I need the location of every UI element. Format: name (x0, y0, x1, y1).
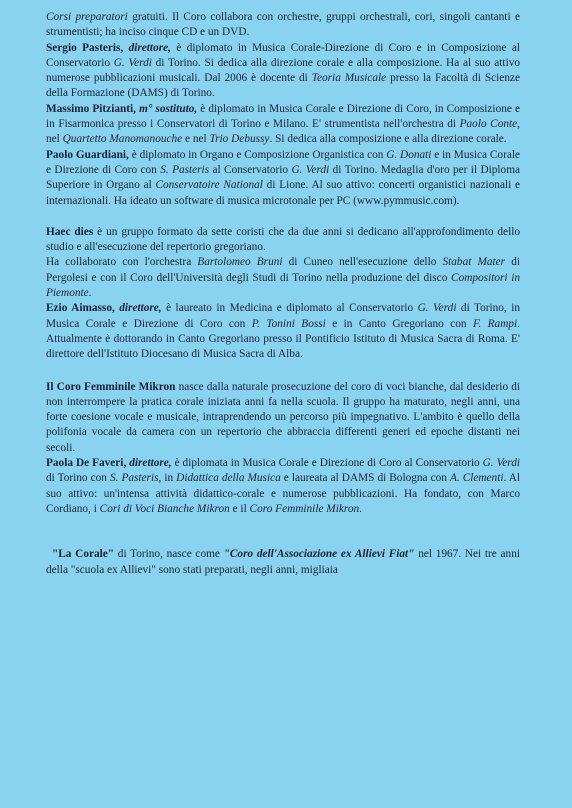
haec-italic-1: Bartolomeo Bruni (197, 256, 283, 269)
aimasso-text-1: è laureato in Medicina e diplomato al Conservatorio (161, 302, 418, 315)
haec-paragraph-2 (46, 255, 520, 301)
pitzianti-text-4: . Si dedica alla composizione e alla direzione corale. (269, 133, 507, 146)
pasteris-text-1: è diplomato in Musica Corale-Direzione di Coro e in Composizione al Conservatorio (46, 41, 520, 69)
aimasso-text-4: . Attualmente è dottorando in Canto Gregoriano presso il Pontificio Istituto di Musica Sacra di Roma. E' direttore dell'Istituto Diocesano di Musica Sacra di Alba. (46, 317, 520, 361)
haec-paragraph-1 (46, 225, 520, 256)
mikron-name: Il Coro Femminile Mikron (46, 380, 176, 393)
haec-text-1: è un gruppo formato da sette coristi che da due anni si dedicano all'approfondimento dello studio e all'esecuzione del repertorio gregoriano. (46, 225, 520, 254)
guardiani-paragraph (46, 148, 520, 209)
pitzianti-italic-1: Paolo Conte (459, 118, 518, 131)
defaveri-italic-2: S. Pasteris (109, 472, 159, 485)
aimasso-paragraph (46, 301, 520, 362)
pitzianti-text-2: , nel (46, 118, 520, 146)
defaveri-italic-5: Cori di Voci Bianche Mikron (99, 502, 230, 515)
aimasso-name: Ezio Aimasso, (46, 302, 115, 315)
defaveri-italic-4: A. Clementi (449, 472, 504, 485)
guardiani-text-4: di Torino. Medaglia d'oro per il Diploma Superiore in Organo al (46, 163, 521, 192)
pasteris-text-2: di Torino. Si dedica alla direzione corale e alla composizione. Ha al suo attivo numerose pubblicazioni musicali. Dal 2006 è docente di (46, 56, 521, 85)
defaveri-text-1: è diplomata in Musica Corale e Direzione di Coro al Conservatorio (171, 457, 483, 470)
guardiani-italic-2: S. Pasteris (160, 163, 210, 176)
defaveri-italic-6: Coro Femminile Mikron (249, 502, 360, 515)
defaveri-text-2: di Torino con (46, 472, 110, 485)
corsi-italic: Corsi preparatori (46, 11, 128, 23)
guardiani-italic-1: G. Donati (386, 148, 432, 161)
defaveri-italic-3: Didattica della Musica (176, 472, 281, 485)
aimasso-italic-1: G. Verdi (417, 302, 457, 315)
haec-italic-2: Stabat Mater (442, 256, 506, 269)
haec-text-2: Ha collaborato con l'orchestra (46, 256, 198, 269)
defaveri-text-7: . (359, 502, 362, 515)
pasteris-name: Sergio Pasteris, (46, 41, 124, 54)
guardiani-text-5: di Lione. Al suo attivo: concerti organistici nazionali e internazionali. Ha ideato un software di musica microtonale per PC (www.pymmusic.com). (46, 179, 520, 207)
aimasso-role: direttore, (114, 302, 162, 315)
section-spacer (46, 517, 520, 547)
aimasso-italic-3: F. Rampi (472, 317, 518, 330)
section-spacer (46, 209, 520, 225)
defaveri-name: Paola De Faveri, (46, 457, 127, 470)
pasteris-italic-2: Teoria Musicale (311, 72, 387, 85)
guardiani-name: Paolo Guardiani, (46, 148, 129, 161)
pitzianti-italic-3: Trio Debussy (209, 133, 270, 146)
defaveri-text-6: e il (229, 502, 250, 515)
defaveri-text-5: . Al suo attivo: un'intensa attività didattico-corale e numerose pubblicazioni. Ha fondato, con Marco Cordiano, i (46, 472, 521, 515)
corale-name: "La Corale" (52, 548, 115, 561)
aimasso-italic-2: P. Tonini Bossi (251, 317, 326, 330)
aimasso-text-3: e in Canto Gregoriano con (325, 317, 473, 330)
defaveri-text-3: , in (158, 472, 177, 485)
pitzianti-paragraph (46, 102, 520, 148)
pasteris-paragraph (46, 41, 520, 102)
intro-text: gratuiti. Il Coro collabora con orchestre, gruppi orchestrali, cori, singoli cantanti e strumentisti; ha inciso cinque CD e un DVD. (46, 11, 520, 39)
pasteris-text-3: presso la Facoltà di Scienze della Formazione (DAMS) di Torino. (46, 72, 520, 100)
guardiani-text-1: è diplomato in Organo e Composizione Organistica con (128, 148, 387, 161)
corale-text-1: di Torino, nasce come (114, 548, 224, 561)
haec-text-3: di Cuneo nell'esecuzione dello (282, 256, 443, 269)
section-spacer (46, 363, 520, 380)
haec-name: Haec dies (46, 225, 94, 238)
guardiani-italic-4: Conservatoire National (155, 179, 263, 192)
mikron-text-1: nasce dalla naturale prosecuzione del coro di voci bianche, dal desiderio di non interrompere la pratica corale iniziata anni fa nella scuola. Il gruppo ha maturato, negli anni, una forte coesione vocale e musicale, intraprendendo un percorso più impegnativo. L'ambito è quello della polifonia vocale da camera con un repertorio che abbraccia differenti generi ed epoche distanti nei secoli. (46, 380, 521, 454)
pitzianti-role: m° sostituto, (136, 102, 198, 115)
guardiani-text-2: e in Musica Corale e Direzione di Coro con (46, 148, 520, 176)
pitzianti-text-1: è diplomato in Musica Corale e Direzione di Coro, in Composizione e in Fisarmonica presso i Conservatori di Torino e Milano. E' strumentista nell'orchestra di (46, 102, 520, 131)
pitzianti-italic-2: Quartetto Manomanouche (62, 133, 183, 146)
aimasso-text-2: di Torino, in Musica Corale e Direzione di Coro con (46, 302, 520, 330)
pitzianti-name: Massimo Pitzianti, (46, 102, 136, 115)
guardiani-text-3: al Conservatorio (209, 163, 292, 176)
guardiani-italic-3: G. Verdi (291, 163, 330, 176)
defaveri-paragraph (46, 456, 520, 517)
pitzianti-text-3: e nel (182, 133, 210, 146)
defaveri-role: direttore, (126, 457, 172, 470)
corale-italic-1: "Coro dell'Associazione ex Allievi Fiat" (223, 548, 415, 561)
intro-paragraph (46, 10, 520, 41)
corale-paragraph (46, 547, 520, 578)
haec-text-5: . (88, 287, 92, 300)
pasteris-role: direttore, (123, 41, 171, 54)
corale-text-2: nel 1967. Nei tre anni della "scuola ex Allievi" sono stati preparati, negli anni, migliaia (46, 548, 520, 576)
defaveri-italic-1: G. Verdi (482, 457, 520, 470)
haec-italic-3: Compositori in Piemonte (46, 271, 520, 300)
mikron-paragraph (46, 380, 520, 456)
defaveri-text-4: e laureata al DAMS di Bologna con (280, 472, 450, 485)
pasteris-italic-1: G. Verdi (113, 56, 152, 69)
haec-text-4: di Pergolesi e con il Coro dell'Università degli Studi di Torino nella produzione del disco (46, 256, 520, 284)
